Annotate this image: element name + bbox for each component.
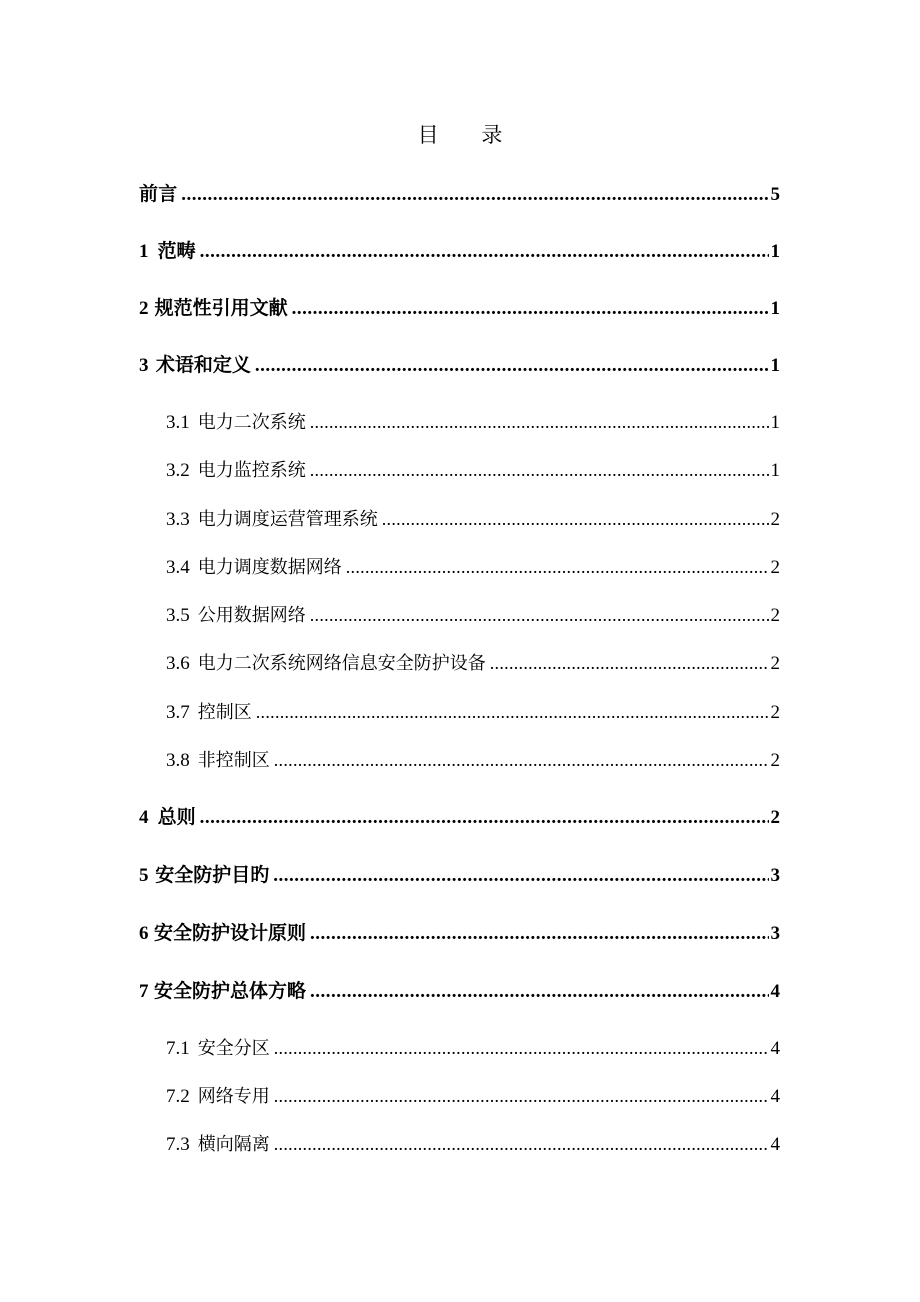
toc-entry-number: 3.2 — [166, 460, 190, 481]
toc-entry-6[interactable] — [139, 919, 780, 947]
toc-entry-3-3[interactable] — [166, 505, 780, 533]
toc-entry-3-7[interactable] — [166, 698, 780, 726]
toc-entry-number: 1 — [139, 241, 149, 262]
toc-dot-leader — [273, 862, 768, 890]
toc-dot-leader — [255, 352, 769, 380]
toc-entry-page: 1 — [770, 460, 780, 481]
toc-entry-label: 术语和定义 — [155, 354, 251, 376]
toc-entry-page: 2 — [770, 807, 780, 828]
toc-entry-page: 4 — [770, 1038, 780, 1059]
toc-entry-2[interactable] — [139, 294, 780, 322]
toc-entry-page: 1 — [770, 412, 780, 433]
toc-entry-3-8[interactable] — [166, 746, 780, 774]
toc-entry-page: 2 — [770, 509, 780, 530]
toc-entry-page: 3 — [770, 923, 780, 944]
toc-entry-page: 2 — [770, 653, 780, 674]
toc-entry-page: 3 — [770, 865, 780, 886]
toc-entry-3-6[interactable] — [166, 649, 780, 677]
toc-entry-label: 电力二次系统 — [197, 412, 306, 433]
toc-entry-label: 电力调度运营管理系统 — [197, 509, 378, 530]
toc-dot-leader — [310, 920, 768, 948]
toc-entry-number: 3 — [139, 355, 149, 376]
toc-entry-page: 5 — [770, 184, 780, 205]
toc-entry-number: 7.1 — [166, 1038, 190, 1059]
toc-entry-7-3[interactable] — [166, 1130, 780, 1158]
toc-entry-7[interactable] — [139, 977, 780, 1005]
toc-entry-page: 2 — [770, 557, 780, 578]
toc-entry-1[interactable] — [139, 237, 780, 265]
toc-dot-leader — [490, 649, 769, 677]
toc-entry-label: 言 — [158, 183, 178, 205]
toc-dot-leader — [310, 456, 769, 484]
toc-entry-page: 1 — [770, 355, 780, 376]
toc-entry-3-1[interactable] — [166, 408, 780, 436]
toc-dot-leader — [274, 746, 769, 774]
toc-entry-page: 4 — [770, 1086, 780, 1107]
toc-entry-3-2[interactable] — [166, 456, 780, 484]
toc-entry-label: 安全防护目旳 — [155, 864, 270, 886]
toc-dot-leader — [310, 978, 768, 1006]
toc-dot-leader — [274, 1034, 769, 1062]
toc-entry-label: 规范性引用文献 — [154, 297, 288, 319]
toc-entry-page: 2 — [770, 750, 780, 771]
toc-dot-leader — [200, 804, 769, 832]
toc-entry-number: 3.4 — [166, 557, 190, 578]
toc-entry-number: 3.8 — [166, 750, 190, 771]
toc-dot-leader — [310, 408, 769, 436]
toc-entry-page: 2 — [770, 702, 780, 723]
toc-dot-leader — [292, 295, 769, 323]
toc-entry-number: 3.1 — [166, 412, 190, 433]
toc-entry-label: 网络专用 — [197, 1086, 270, 1107]
toc-entry-number: 4 — [139, 807, 149, 828]
toc-entry-number: 7.3 — [166, 1134, 190, 1155]
toc-entry-number: 3.3 — [166, 509, 190, 530]
toc-title: 目 录 — [417, 123, 521, 147]
toc-entry-number: 7 — [139, 981, 149, 1002]
toc-entry-label: 控制区 — [197, 702, 252, 723]
toc-entry-number: 6 — [139, 923, 149, 944]
toc-entry-3-4[interactable] — [166, 553, 780, 581]
toc-entry-number: 5 — [139, 865, 149, 886]
toc-entry-4[interactable] — [139, 803, 780, 831]
toc-dot-leader — [310, 601, 769, 629]
toc-dot-leader — [256, 698, 769, 726]
toc-entry-number: 3.7 — [166, 702, 190, 723]
toc-entry-preface[interactable] — [139, 180, 780, 208]
toc-entry-page: 2 — [770, 605, 780, 626]
toc-entry-page: 4 — [770, 1134, 780, 1155]
toc-dot-leader — [382, 505, 769, 533]
toc-entry-3-5[interactable] — [166, 601, 780, 629]
toc-dot-leader — [274, 1130, 769, 1158]
toc-entry-label: 总则 — [157, 806, 196, 828]
toc-entry-label: 电力调度数据网络 — [197, 557, 342, 578]
toc-entry-page: 4 — [770, 981, 780, 1002]
toc-dot-leader — [181, 181, 768, 209]
toc-entry-label: 安全分区 — [197, 1038, 270, 1059]
toc-dot-leader — [346, 553, 769, 581]
toc-entry-label: 安全防护总体方略 — [154, 980, 307, 1002]
toc-entry-page: 1 — [770, 241, 780, 262]
toc-entry-page: 1 — [770, 298, 780, 319]
toc-dot-leader — [274, 1082, 769, 1110]
toc-entry-7-1[interactable] — [166, 1034, 780, 1062]
toc-entry-number: 3.6 — [166, 653, 190, 674]
toc-entry-number: 2 — [139, 298, 149, 319]
toc-entry-7-2[interactable] — [166, 1082, 780, 1110]
toc-entry-3[interactable] — [139, 351, 780, 379]
toc-entry-label: 公用数据网络 — [197, 605, 306, 626]
toc-entry-number: 前 — [139, 184, 159, 205]
toc-entry-label: 横向隔离 — [197, 1134, 270, 1155]
toc-entry-number: 3.5 — [166, 605, 190, 626]
toc-entry-label: 电力监控系统 — [197, 460, 306, 481]
toc-entry-number: 7.2 — [166, 1086, 190, 1107]
toc-entry-label: 安全防护设计原则 — [154, 922, 307, 944]
toc-dot-leader — [200, 238, 769, 266]
toc-entry-5[interactable] — [139, 861, 780, 889]
toc-entry-label: 电力二次系统网络信息安全防护设备 — [197, 653, 486, 674]
toc-entry-label: 范畴 — [157, 240, 196, 262]
toc-entry-label: 非控制区 — [197, 750, 270, 771]
